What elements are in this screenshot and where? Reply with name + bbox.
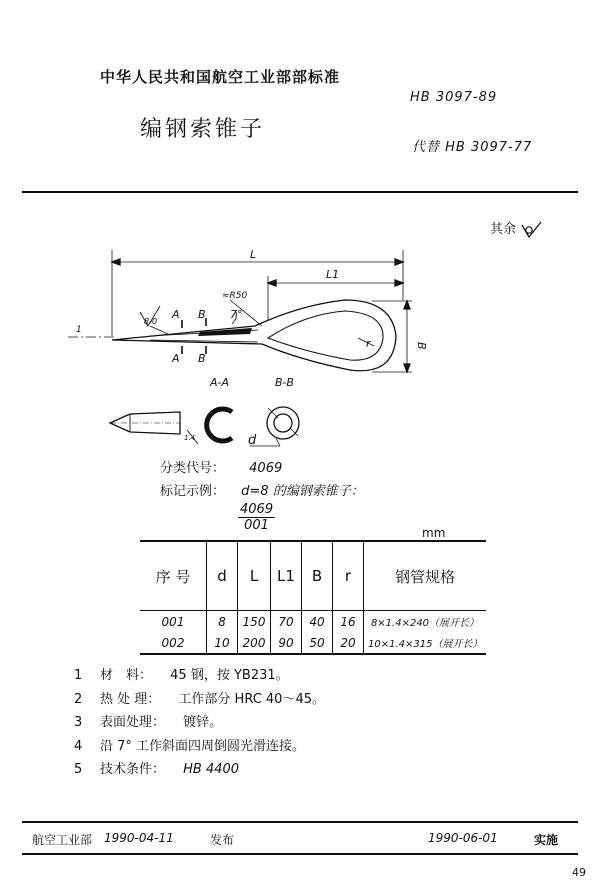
marking-example-label: 标记示例： [160,484,226,499]
dim-B-label: B [415,342,428,350]
table-row [140,632,486,654]
table-cell: 002 [140,632,207,654]
angle-7-label: 7° [230,308,243,321]
classification-code-label: 分类代号： [160,461,226,476]
spec-table [140,540,486,655]
marking-example-text: d=8 的编钢索锥子： [241,484,364,499]
table-header: r [333,541,364,611]
classification-code-row [160,457,282,476]
marking-sub: 001 [244,518,269,533]
table-cell: 20 [333,632,364,654]
footer-issuer: 航空工业部 [32,833,93,847]
marking-code: 4069 [240,502,274,517]
note-number: 5 [74,762,83,777]
dim-L-label: L [250,248,257,261]
table-cell: 10×1.4×315（展开长） [364,632,487,654]
table-cell: 001 [161,614,185,629]
page-number: 49 [572,866,586,879]
table-cell: 8 [207,611,238,633]
note-item [74,735,325,759]
technical-notes [74,664,325,782]
table-cell: 16 [333,611,364,633]
angle-8-label: 8-0 [144,317,158,326]
table-header: B [302,541,333,611]
table-header-row [140,541,486,611]
dim-L1-label: L1 [326,268,340,281]
section-B-bottom: B [198,352,206,365]
section-B-top: B [198,308,206,321]
table-cell: 90 [271,632,302,654]
table-cell: 10 [207,632,238,654]
table-cell: 70 [271,611,302,633]
marking-example-row [160,480,364,499]
table-header: L [238,541,271,611]
footer-rule-bottom [22,853,578,855]
note-label: 技术条件： [100,762,166,777]
table-cell: 50 [302,632,333,654]
view-BB-label: B-B [275,376,294,389]
table-cell: 8×1.4×240（展开长） [364,611,487,633]
footer-issue-date: 1990-04-11 [104,831,174,845]
dim-d-label: d [248,433,257,448]
note-number: 4 [74,738,83,754]
note-item [74,688,325,712]
dim-r-label: r [366,337,371,350]
table-header: d [207,541,238,611]
note-number: 3 [74,715,83,730]
note-label: 沿 7° 工作斜面四周倒圆光滑连接。 [100,738,306,754]
table-header: 钢管规格 [364,541,487,611]
dim-14-label: 1.4 [184,434,196,442]
standard-code: HB 3097-89 [410,90,498,105]
footer-effective-word: 实施 [534,833,559,847]
table-header: 序 号 [140,541,207,611]
note-number: 1 [74,668,83,683]
note-item [74,758,325,782]
note-text: 45 钢，按 YB231。 [170,668,289,683]
footer-issue-word: 发布 [210,833,235,847]
note-text: HB 4400 [183,762,240,777]
note-label: 表面处理： [100,715,166,730]
view-AA-label: A-A [210,376,230,389]
marking-fraction [238,502,275,533]
replaces-code: 代替 HB 3097-77 [412,140,533,155]
note-item [74,664,325,688]
note-label: 材 料： [100,668,153,683]
section-sub-label: 1 [76,325,82,335]
note-text: 工作部分 HRC 40～45。 [178,691,325,707]
classification-code-value: 4069 [249,461,283,476]
table-cell: 150 [238,611,271,633]
header-organization: 中华人民共和国航空工业部部标准 [100,68,341,86]
table-unit: mm [422,526,446,540]
footer-rule-top [22,821,578,823]
note-label: 热 处 理： [100,691,161,707]
table-row [140,611,486,633]
radius-label: ≈R50 [222,291,248,301]
section-A-top: A [172,308,180,321]
note-number: 2 [74,691,83,707]
section-A-bottom: A [172,352,180,365]
document-title: 编钢索锥子 [140,117,266,142]
note-item [74,711,325,735]
footer-effective-date: 1990-06-01 [428,831,498,845]
table-cell: 40 [302,611,333,633]
surface-finish-label: 其余 [490,222,517,237]
note-text: 镀锌。 [183,715,223,730]
table-cell: 200 [238,632,271,654]
table-header: L1 [271,541,302,611]
